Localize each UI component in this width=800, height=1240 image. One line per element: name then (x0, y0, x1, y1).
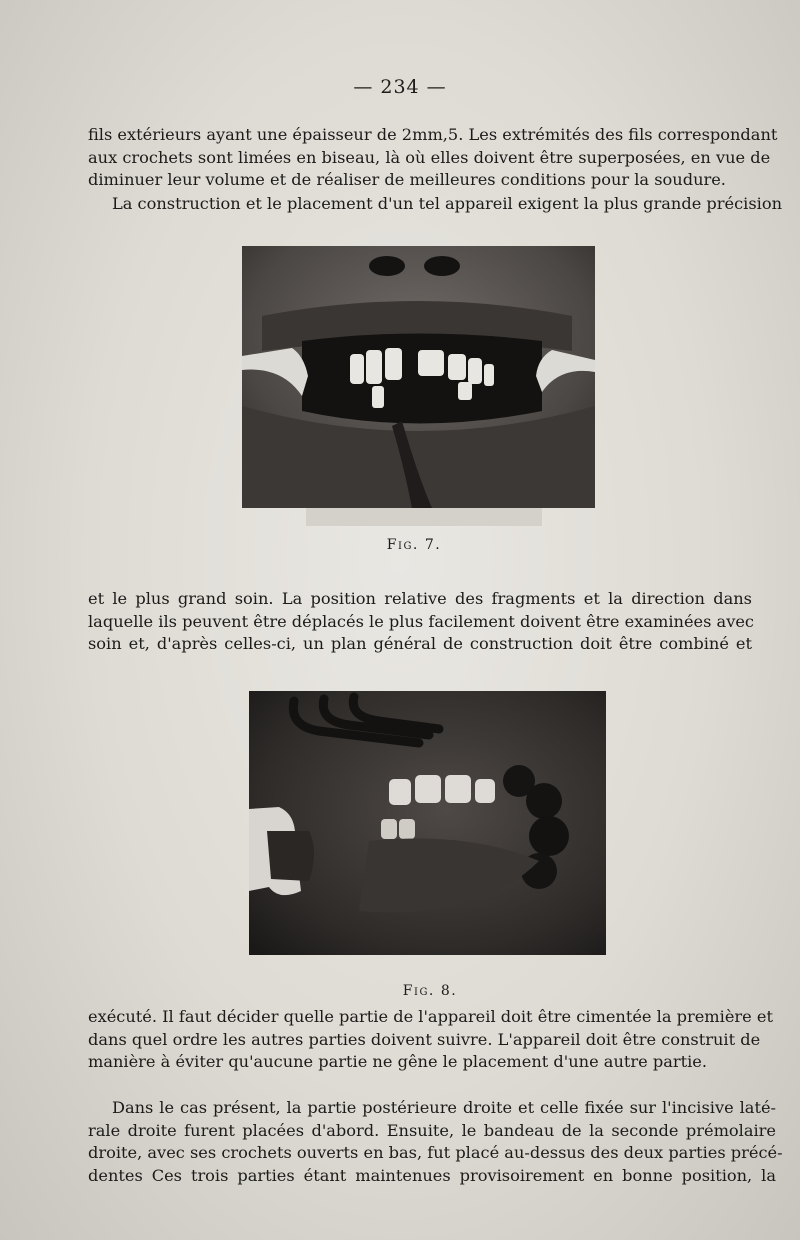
text-line: dans quel ordre les autres parties doivent suivre. L'appareil doit être construit de (88, 1029, 761, 1049)
figure-7-caption: Fig. 7. (386, 537, 442, 553)
text-line: aux crochets sont limées en biseau, là où elles doivent être superposées, en vue de (88, 147, 771, 167)
text-line: exécuté. Il faut décider quelle partie de l'appareil doit être cimentée la première et (88, 1007, 773, 1026)
text-line: dentes Ces trois parties étant maintenues provisoirement en bonne position, la (88, 1165, 776, 1185)
figure-8-photo (249, 691, 606, 955)
text-line: droite, avec ses crochets ouverts en bas, fut placé au-dessus des deux parties précé- (88, 1143, 783, 1163)
text-line: soin et, d'après celles-ci, un plan général de construction doit être combiné et (88, 634, 752, 654)
text-line: rale droite furent placées d'abord. Ensuite, le bandeau de la seconde prémolaire (88, 1120, 776, 1140)
paragraph-4 (88, 1006, 773, 1074)
text-line: diminuer leur volume et de réaliser de meilleures conditions pour la soudure. (88, 170, 726, 190)
paragraph-1 (88, 124, 778, 192)
text-line: laquelle ils peuvent être déplacés le plus facilement doivent être examinées avec (88, 611, 754, 631)
text-line: manière à éviter qu'aucune partie ne gêne le placement d'une autre partie. (88, 1052, 708, 1072)
figure-7-shadow (306, 508, 542, 526)
paragraph-3 (88, 588, 752, 656)
figure-7-photo (242, 246, 595, 508)
text-line: La construction et le placement d'un tel appareil exigent la plus grande précision (112, 194, 782, 213)
paragraph-5 (88, 1097, 783, 1187)
appliance-photo-image (249, 691, 606, 955)
text-line: fils extérieurs ayant une épaisseur de 2mm,5. Les extrémités des fils correspondant (88, 125, 778, 144)
text-line: et le plus grand soin. La position relative des fragments et la direction dans (88, 589, 752, 608)
text-line: Dans le cas présent, la partie postérieure droite et celle fixée sur l'incisive laté- (112, 1098, 776, 1117)
page-number: — 234 — (353, 76, 447, 98)
mouth-photo-image (242, 246, 595, 508)
figure-8-caption: Fig. 8. (402, 983, 458, 999)
paragraph-2 (88, 193, 782, 216)
